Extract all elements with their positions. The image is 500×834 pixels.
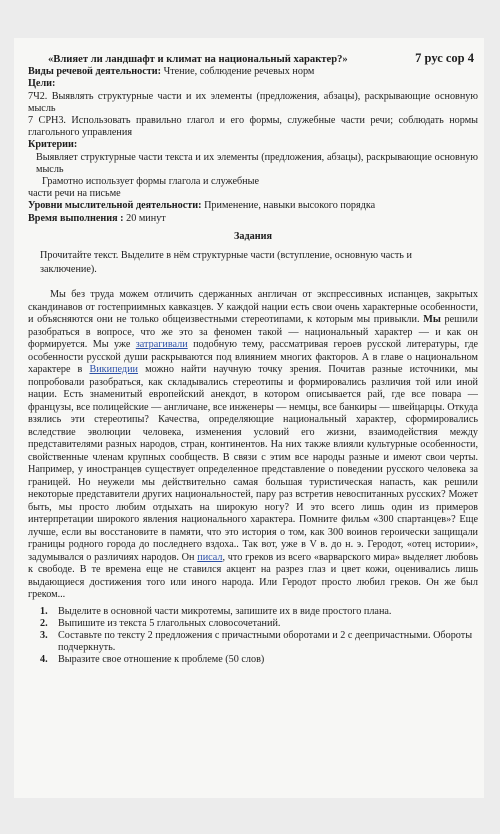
time-label: Время выполнения : (28, 212, 124, 224)
question-number: 2. (40, 617, 48, 629)
goals-label: Цели: (28, 78, 56, 90)
question-item (28, 654, 478, 666)
question-text: Выпишите из текста 5 глагольных словосочетаний. (58, 617, 281, 629)
link-zatragivali[interactable]: затрагивали (135, 339, 188, 351)
goal-2: 7 СРН3. Использовать правильно глагол и его формы, служебные части речи; соблюдать нормы глагольного управления (28, 115, 478, 139)
question-list (28, 606, 478, 667)
link-wikipedia[interactable]: Википедии (89, 364, 139, 376)
text-part-1: Мы без труда можем отличить сдержанных англичан от экспрессивных испанцев, закрытых скандинавов от гостеприимных кавказцев. У каждой нации есть свои очень характерные особенности, и объясняются они не только общеизвестными стереотипами, к которым мы привыкли. (28, 289, 478, 326)
thinking-line (28, 200, 478, 212)
text-part-4: можно найти научную точку зрения. Почитав разные источники, мы попробовали разобраться, как складывались стереотипы и формировались различия той или иной нации. Есть знаменитый европейский анекдот, в котором описывается рай, где все повара — французы, все полицейские — англичане, все инженеры — немцы, все банкиры — швейцарцы. Откуда взялись эти стереотипы? Качества, определяющие национальный характер, сформировались вследствие эволюции человека, изменения условий его жизни, взаимодействия между представителями разных народов, стран, континентов. На них также влияли культурные особенности, свойственные членам крупных сообществ. В связи с этим все народы разные и имеют свои черты. Например, у иностранцев существует определенное представление о поведении русского человека за границей. Но неужели мы действительно самая большая туристическая напасть, как решили некоторые представители других национальностей, пару раз встретив невоспитанных русских? Может быть, мы просто любим отдыхать на широкую ногу? И это всего лишь один из примеров интерпретации широкого явления национального характера. Помните фильм «300 спартанцев»? Еще лучше, если вы восстановите в памяти, что это история о том, как 300 воинов героически защищали границы родного города до последнего вздоха.. Так вот, уже в V в. до н. э. Геродот, «отец истории», задумывался о различиях народов. Он (28, 364, 479, 563)
question-item (28, 630, 478, 654)
worksheet (28, 52, 478, 667)
question-number: 4. (40, 654, 48, 666)
text-part-3: подобную тему, рассматривая героев русской литературы, где особенности русской души раскрываются под влиянием многих факторов. А в главе о национальном характере в (28, 339, 479, 376)
goal-1: 7Ч2. Выявлять структурные части и их элементы (предложения, абзацы), раскрывающие основную мысль (28, 90, 478, 114)
criterion-2a: Грамотно использует формы глагола и служебные (42, 176, 259, 188)
question-number: 1. (40, 605, 48, 617)
link-pisal[interactable]: писал (197, 551, 223, 563)
activity-line (28, 66, 478, 78)
time-line (28, 213, 478, 225)
criteria-label: Критерии: (28, 139, 78, 151)
text-part-5: , что греков из всего «варварского мира» выделяет любовь к свободе. В те времена еще не ставился акцент на разрез глаз и цвет кожи, оценивались лишь выдающиеся достижения того или иного народа. Или Геродот просто любил греков. Он же был греком... (28, 551, 478, 601)
activity-label: Виды речевой деятельности: (28, 66, 162, 78)
tasks-heading: Задания (234, 230, 272, 242)
assessment-code: 7 рус сор 4 (415, 51, 474, 65)
criterion-2b: части речи на письме (28, 188, 121, 200)
thinking-value: Применение, навыки высокого порядка (204, 200, 376, 212)
instruction: Прочитайте текст. Выделите в нём структурные части (вступление, основную часть и заключение). (40, 250, 412, 276)
question-text: Выразите свое отношение к проблеме (50 слов) (58, 654, 265, 666)
header-row (48, 52, 478, 66)
question-item (28, 618, 478, 630)
question-number: 3. (40, 629, 48, 641)
text-part-2: решили разобраться в вопросе, что же это за феномен такой — национальный характер — и как он формируется. Мы уже (28, 314, 478, 351)
document-title: «Влияет ли ландшафт и климат на национальный характер?» (48, 54, 348, 65)
question-text: Составьте по тексту 2 предложения с причастными оборотами и 2 с деепричастными. Обороты подчеркнуть. (58, 629, 473, 654)
question-text: Выделите в основной части микротемы, запишите их в виде простого плана. (58, 605, 392, 617)
activity-value: Чтение, соблюдение речевых норм (163, 66, 315, 78)
time-value: 20 минут (126, 212, 166, 224)
question-item (28, 606, 478, 618)
criterion-1: Выявляет структурные части текста и их элементы (предложения, абзацы), раскрывающие основную мысль (36, 151, 478, 175)
thinking-label: Уровни мыслительной деятельности: (28, 200, 202, 212)
text-bold-we: Мы (423, 314, 441, 326)
reading-text (28, 289, 478, 602)
